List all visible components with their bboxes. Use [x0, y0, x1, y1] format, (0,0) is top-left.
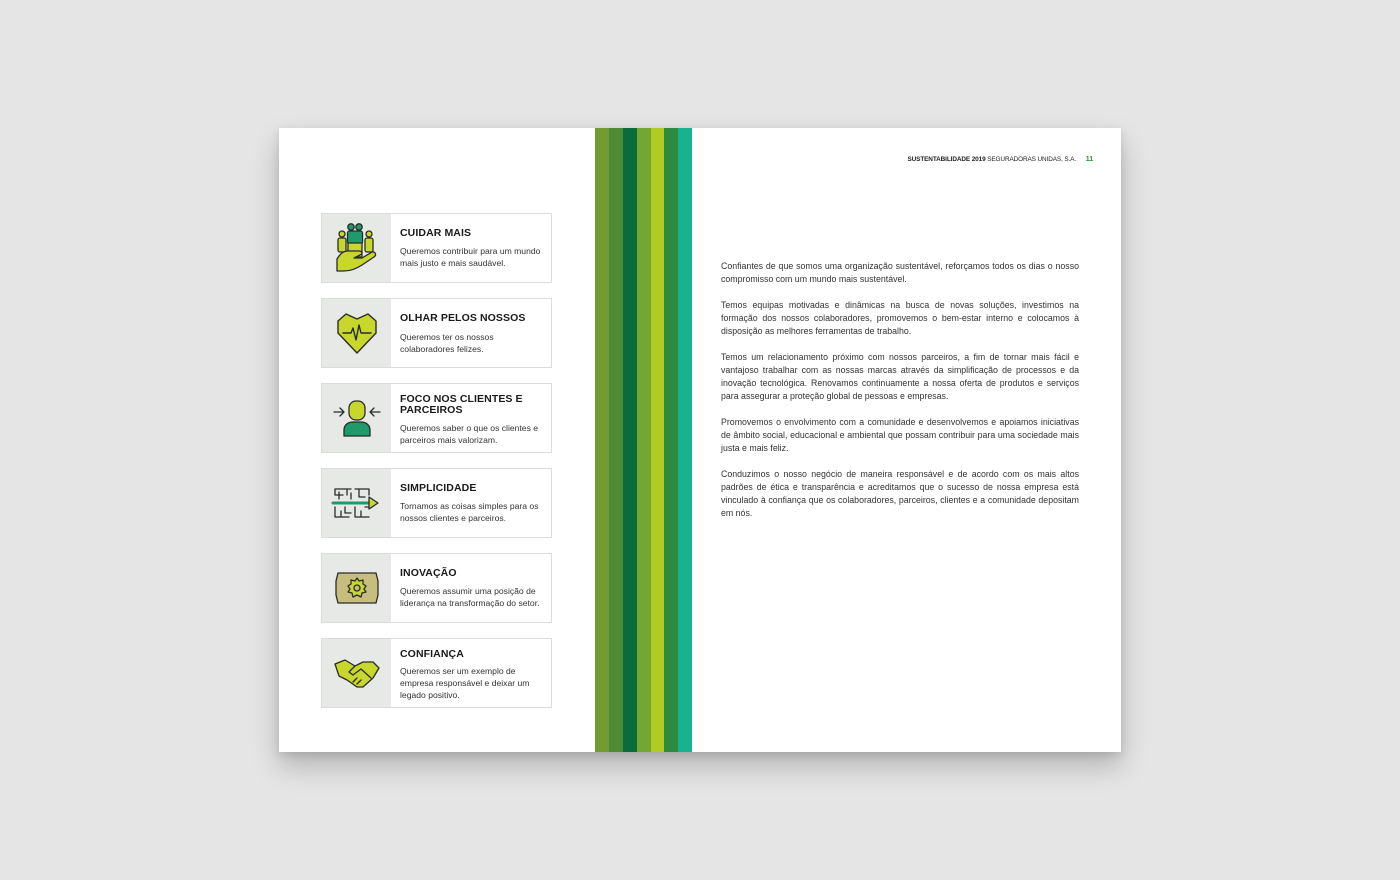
value-description: Queremos contribuir para um mundo mais justo e mais saudável. — [400, 246, 541, 268]
decorative-stripes — [595, 128, 692, 752]
value-title: OLHAR PELOS NOSSOS — [400, 312, 526, 324]
gear-chip-icon — [334, 571, 380, 605]
paragraph: Conduzimos o nosso negócio de maneira responsável e de acordo com os mais altos padrões de ética e transparência e acreditamos que o sucesso de nossa empresa está vinculado à confiança que os colaboradores, parceiros, clientes e a comunidade depositam em nós. — [721, 469, 1079, 518]
value-description: Tornamos as coisas simples para os nossos clientes e parceiros. — [400, 501, 539, 523]
stripe — [609, 128, 623, 752]
value-description: Queremos saber o que os clientes e parceiros mais valorizam. — [400, 423, 539, 445]
handshake-icon — [333, 656, 381, 690]
paragraph: Temos equipas motivadas e dinâmicas na busca de novas soluções, investimos na formação dos nossos colaboradores, promovemos o bem-estar interno e colocamos à disposição as melhores ferramentas de trabalho. — [721, 300, 1079, 336]
value-description: Queremos assumir uma posição de liderança na transformação do setor. — [400, 586, 540, 608]
value-title: SIMPLICIDADE — [400, 482, 477, 494]
icon-box — [322, 469, 391, 537]
value-card-cuidar-mais — [321, 213, 552, 283]
stripe — [678, 128, 692, 752]
body-text — [721, 260, 1079, 533]
value-description: Queremos ser um exemplo de empresa responsável e deixar um legado positivo. — [400, 666, 530, 700]
report-title: SUSTENTABILIDADE 2019 — [907, 156, 986, 163]
value-card-foco-nos-clientes — [321, 383, 552, 453]
stripe — [623, 128, 637, 752]
icon-box — [322, 384, 391, 452]
value-title: CONFIANÇA — [400, 648, 464, 660]
stripe — [651, 128, 664, 752]
page-header — [908, 156, 1094, 163]
paragraph: Confiantes de que somos uma organização sustentável, reforçamos todos os dias o nosso compromisso com um mundo mais sustentável. — [721, 261, 1079, 284]
icon-box — [322, 299, 391, 367]
customer-focus-icon — [332, 398, 382, 438]
page-number: 11 — [1085, 156, 1093, 163]
stripe — [595, 128, 609, 752]
stripe — [637, 128, 651, 752]
maze-arrow-icon — [331, 485, 383, 521]
paragraph: Promovemos o envolvimento com a comunidade e desenvolvemos e apoiamos iniciativas de âmbito social, educacional e ambiental que possam contribuir para uma sociedade mais justa e mais feliz. — [721, 417, 1079, 453]
value-title: CUIDAR MAIS — [400, 227, 472, 239]
stripe — [664, 128, 678, 752]
paragraph: Temos um relacionamento próximo com nossos parceiros, a fim de tornar mais fácil e vantajoso trabalhar com as nossas marcas através da simplificação de processos e da inovação tecnológica. Renovamos continuamente a nossa oferta de produtos e serviços para assegurar a proteção global de pessoas e empresas. — [721, 352, 1079, 401]
value-title: FOCO NOS CLIENTES E PARCEIROS — [400, 393, 523, 416]
icon-box — [322, 214, 391, 282]
value-card-simplicidade — [321, 468, 552, 538]
value-card-inovacao — [321, 553, 552, 623]
value-card-confianca — [321, 638, 552, 708]
icon-box — [322, 554, 391, 622]
caring-hand-people-icon — [334, 221, 380, 275]
value-card-olhar-pelos-nossos — [321, 298, 552, 368]
value-description: Queremos ter os nossos colaboradores felizes. — [400, 332, 494, 354]
heart-pulse-icon — [334, 311, 380, 355]
value-title: INOVAÇÃO — [400, 567, 457, 579]
document-spread — [279, 128, 1121, 752]
company-name: SEGURADORAS UNIDAS, S.A. — [987, 156, 1077, 163]
icon-box — [322, 639, 391, 707]
